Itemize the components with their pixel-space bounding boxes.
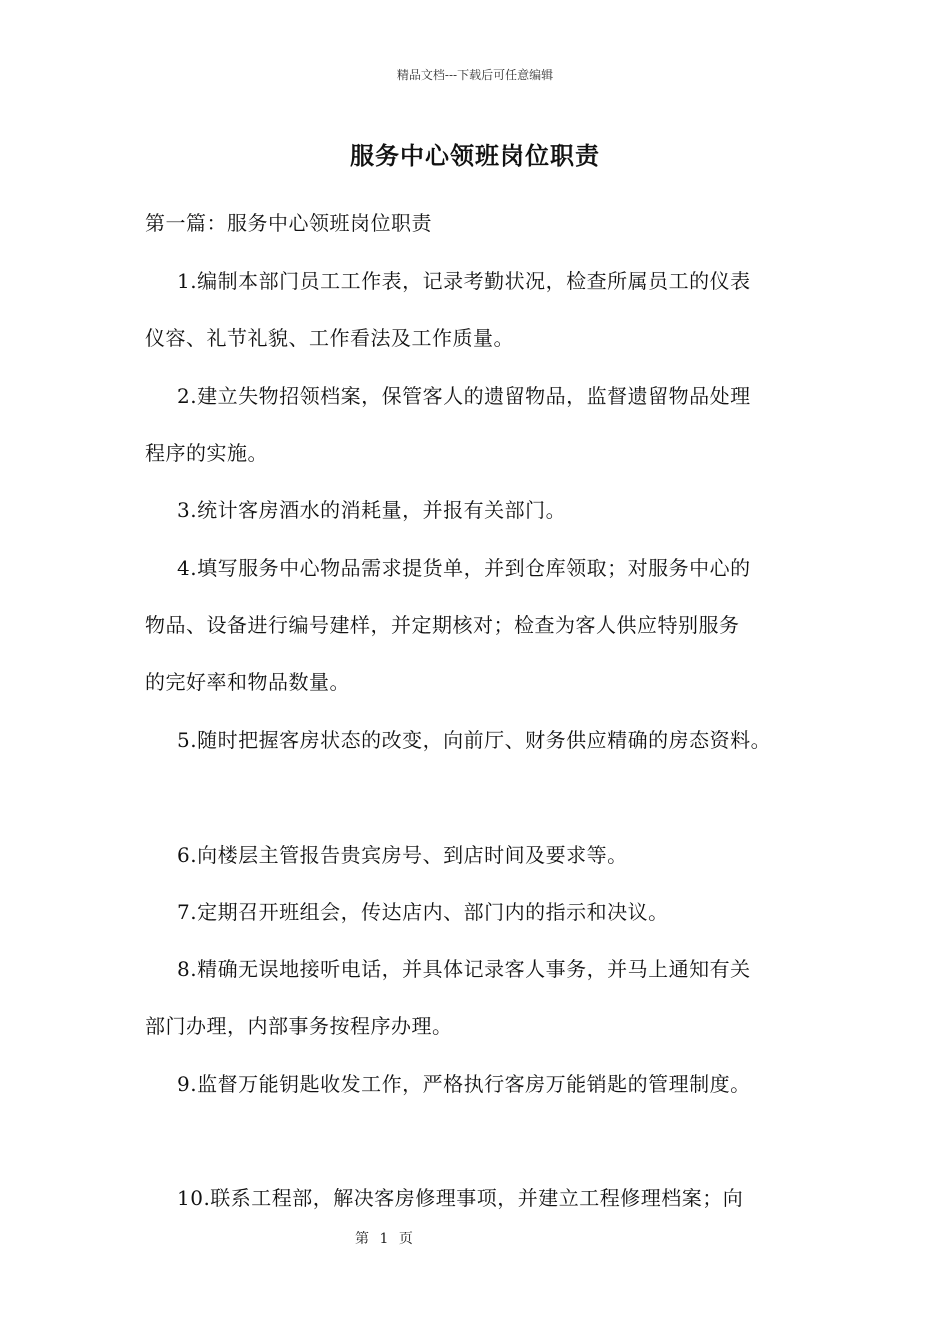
paragraph-line: 1.编制本部门员工工作表，记录考勤状况，检查所属员工的仪表 <box>177 269 751 293</box>
page-number-value: 1 <box>379 1231 389 1247</box>
page-header: 精品文档---下载后可任意编辑 <box>396 68 554 82</box>
page-number <box>355 1228 419 1248</box>
paragraph-line: 5.随时把握客房状态的改变，向前厅、财务供应精确的房态资料。 <box>177 728 772 752</box>
paragraph-line: 物品、设备进行编号建样，并定期核对；检查为客人供应特别服务 <box>145 613 740 637</box>
paragraph-line: 程序的实施。 <box>145 441 268 465</box>
page-number-prefix: 第 <box>355 1231 369 1247</box>
page-number-suffix: 页 <box>398 1231 413 1247</box>
paragraph-line: 6.向楼层主管报告贵宾房号、到店时间及要求等。 <box>177 843 628 867</box>
paragraph-line: 9.监督万能钥匙收发工作，严格执行客房万能销匙的管理制度。 <box>177 1072 751 1096</box>
document-title: 服务中心领班岗位职责 <box>350 141 600 170</box>
paragraph-line: 2.建立失物招领档案，保管客人的遗留物品，监督遗留物品处理 <box>177 384 751 408</box>
paragraph-line: 3.统计客房酒水的消耗量，并报有关部门。 <box>177 498 567 522</box>
paragraph-line: 仪容、礼节礼貌、工作看法及工作质量。 <box>145 326 514 350</box>
paragraph-line: 部门办理，内部事务按程序办理。 <box>145 1014 453 1038</box>
paragraph-line: 4.填写服务中心物品需求提货单，并到仓库领取；对服务中心的 <box>177 556 751 580</box>
section-heading: 第一篇：服务中心领班岗位职责 <box>145 211 432 235</box>
paragraph-line: 8.精确无误地接听电话，并具体记录客人事务，并马上通知有关 <box>177 957 751 981</box>
paragraph-line: 10.联系工程部，解决客房修理事项，并建立工程修理档案；向 <box>177 1186 744 1210</box>
paragraph-line: 7.定期召开班组会，传达店内、部门内的指示和决议。 <box>177 900 669 924</box>
paragraph-line: 的完好率和物品数量。 <box>145 670 350 694</box>
